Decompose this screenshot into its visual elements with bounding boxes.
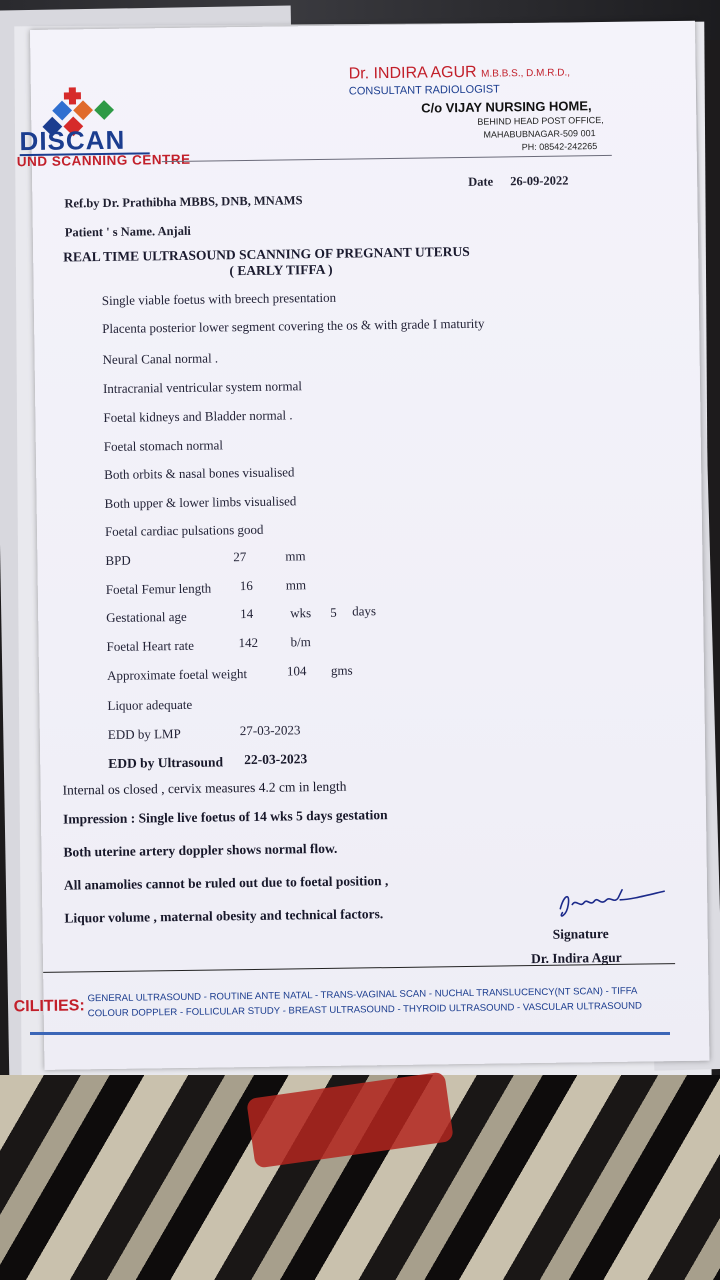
gestational-age-weeks: 14 xyxy=(240,605,254,622)
signatory-name: Dr. Indira Agur xyxy=(530,949,622,967)
bpd-unit: mm xyxy=(285,548,306,564)
facilities-line-1: GENERAL ULTRASOUND - ROUTINE ANTE NATAL - TRANS-VAGINAL SCAN - NUCHAL TRANSLUCENCY(NT SCAN) - TIFFA xyxy=(87,985,638,1005)
finding-item: Foetal kidneys and Bladder normal . xyxy=(103,407,293,426)
patient-name: Patient ' s Name. Anjali xyxy=(64,223,191,240)
finding-item: Both upper & lower limbs visualised xyxy=(104,493,297,512)
doctor-role: CONSULTANT RADIOLOGIST xyxy=(348,83,500,98)
finding-item: Foetal cardiac pulsations good xyxy=(104,521,264,540)
date-label: Date xyxy=(468,174,494,189)
femur-value: 16 xyxy=(239,577,253,594)
footer-divider xyxy=(43,963,675,973)
facilities-line-2: COLOUR DOPPLER - FOLLICULAR STUDY - BREAST ULTRASOUND - THYROID ULTRASOUND - VASCULAR ULTRASOUND xyxy=(87,1000,642,1020)
femur-label: Foetal Femur length xyxy=(105,580,212,597)
logo-name: DISCAN xyxy=(19,124,126,157)
liquor-status: Liquor adequate xyxy=(107,696,193,713)
signature-label: Signature xyxy=(552,926,609,942)
weight-label: Approximate foetal weight xyxy=(106,666,248,683)
date-value: 26-09-2022 xyxy=(510,173,569,189)
finding-item: Placenta posterior lower segment covering the os & with grade I maturity xyxy=(102,315,485,337)
heart-rate-value: 142 xyxy=(238,634,259,651)
doctor-qualifications: M.B.B.S., D.M.R.D., xyxy=(481,67,571,80)
edd-ultrasound-label: EDD by Ultrasound xyxy=(108,754,224,771)
heart-rate-unit: b/m xyxy=(290,634,311,650)
gestational-age-label: Gestational age xyxy=(106,608,187,625)
edd-lmp-value: 27-03-2023 xyxy=(239,722,301,739)
finding-item: Both orbits & nasal bones visualised xyxy=(104,464,295,483)
header-divider xyxy=(162,155,612,162)
heart-rate-label: Foetal Heart rate xyxy=(106,637,195,654)
finding-item: Intracranial ventricular system normal xyxy=(102,378,303,397)
logo-subtitle: UND SCANNING CENTRE xyxy=(16,151,191,170)
edd-lmp-label: EDD by LMP xyxy=(107,725,181,742)
gestational-age-days-unit: days xyxy=(352,603,377,619)
finding-item: Foetal stomach normal xyxy=(103,437,224,455)
weight-value: 104 xyxy=(286,663,307,679)
report-subtitle: ( EARLY TIFFA ) xyxy=(229,261,333,279)
edd-ultrasound-value: 22-03-2023 xyxy=(244,751,308,768)
folder-edge xyxy=(30,1032,670,1035)
finding-item: Neural Canal normal . xyxy=(102,350,219,368)
address-line-1: BEHIND HEAD POST OFFICE, xyxy=(477,114,604,127)
gestational-age-days: 5 xyxy=(330,604,337,620)
femur-unit: mm xyxy=(285,577,307,593)
doctor-name xyxy=(349,62,571,83)
bpd-value: 27 xyxy=(233,549,247,565)
address-line-2: MAHABUBNAGAR-509 001 xyxy=(483,128,596,140)
impression-line: Impression : Single live foetus of 14 wks 5 days gestation xyxy=(62,807,388,827)
finding-item: Single viable foetus with breech presentation xyxy=(101,289,337,309)
nursing-home: C/o VIJAY NURSING HOME, xyxy=(421,98,592,116)
handwritten-signature-icon xyxy=(550,885,671,927)
facilities-label: CILITIES: xyxy=(13,997,85,1016)
internal-os-line: Internal os closed , cervix measures 4.2 cm in length xyxy=(62,778,347,798)
doctor-name-text: Dr. INDIRA AGUR xyxy=(348,63,477,83)
report-sheet xyxy=(13,21,709,1070)
bpd-label: BPD xyxy=(105,552,131,568)
disclaimer-line-2: Liquor volume , maternal obesity and technical factors. xyxy=(64,906,384,926)
doppler-line: Both uterine artery doppler shows normal flow. xyxy=(63,840,338,860)
weight-unit: gms xyxy=(330,662,353,678)
report-title: REAL TIME ULTRASOUND SCANNING OF PREGNANT UTERUS xyxy=(63,243,470,265)
phone-number: PH: 08542-242265 xyxy=(521,141,598,153)
referred-by: Ref.by Dr. Prathibha MBBS, DNB, MNAMS xyxy=(64,193,303,211)
disclaimer-line-1: All anamolies cannot be ruled out due to foetal position , xyxy=(63,873,389,893)
gestational-age-weeks-unit: wks xyxy=(290,605,312,621)
